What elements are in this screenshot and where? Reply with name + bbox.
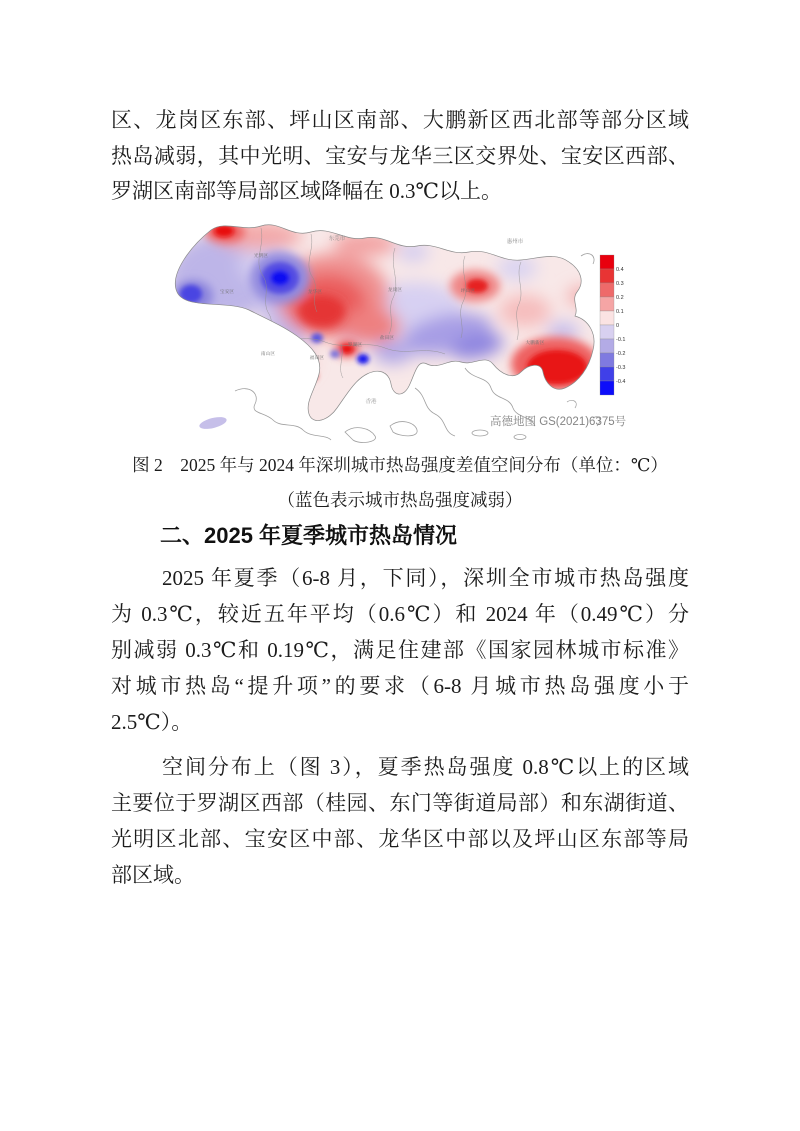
district-label: 宝安区: [219, 290, 235, 295]
legend-tick-label: -0.4: [616, 379, 626, 385]
paragraph-summer-intensity: [111, 560, 689, 740]
legend-tick-label: 0.2: [616, 295, 624, 301]
district-label: 光明区: [253, 254, 269, 259]
text-line: 2025 年夏季（6-8 月，下同），深圳全市城市热岛强度: [162, 566, 689, 590]
legend-color-swatch: [600, 255, 614, 269]
paragraph-heat-island-weaken: [111, 103, 689, 210]
legend-color-swatch: [600, 339, 614, 353]
legend-tick-label: -0.2: [616, 351, 626, 357]
text-line: 空间分布上（图 3），夏季热岛强度 0.8℃以上的区域: [162, 755, 689, 779]
text-line: 别减弱 0.3℃和 0.19℃，满足住建部《国家园林城市标准》: [111, 638, 689, 662]
section-2-heading: 二、2025 年夏季城市热岛情况: [160, 523, 458, 548]
text-line: 区、龙岗区东部、坪山区南部、大鹏新区西北部等部分区域: [111, 108, 689, 132]
neighbor-label: 东莞市: [328, 236, 346, 242]
island-patch: [198, 415, 228, 431]
legend-tick-label: -0.3: [616, 365, 626, 371]
district-label: 盐田区: [379, 336, 395, 341]
neighbor-label: 惠州市: [506, 239, 524, 245]
district-label: 坪山区: [460, 289, 476, 294]
text-line: 热岛减弱，其中光明、宝安与龙华三区交界处、宝安区西部、: [111, 143, 689, 168]
heat-legend: [600, 255, 625, 395]
legend-tick-label: 0.1: [616, 309, 624, 315]
district-label: 龙岗区: [387, 288, 403, 293]
legend-color-swatch: [600, 353, 614, 367]
figure-2-subcaption: （蓝色表示城市热岛强度减弱）: [277, 490, 523, 510]
text-line: 罗湖区南部等局部区域降幅在 0.3℃以上。: [111, 179, 502, 203]
figure-2-heat-map: [165, 216, 640, 446]
shenzhen-landmass: [165, 216, 605, 446]
legend-color-swatch: [600, 381, 614, 395]
text-line: 对城市热岛“提升项”的要求（6-8 月城市热岛强度小于: [111, 674, 689, 698]
paragraph-spatial-distribution: [111, 749, 689, 893]
figure-2-caption: 图 2 2025 年与 2024 年深圳城市热岛强度差值空间分布（单位：℃）: [132, 455, 668, 475]
text-line: 光明区北部、宝安区中部、龙华区中部以及坪山区东部等局: [111, 827, 689, 851]
legend-tick-label: 0.3: [616, 281, 624, 287]
legend-color-swatch: [600, 311, 614, 325]
legend-tick-label: 0.4: [616, 267, 624, 273]
district-label: 大鹏新区: [525, 341, 545, 346]
legend-tick-label: 0: [616, 323, 620, 329]
district-label: 龙华区: [307, 290, 323, 295]
district-label: 南山区: [260, 352, 276, 357]
text-line: 主要位于罗湖区西部（桂园、东门等街道局部）和东湖街道、: [111, 791, 689, 815]
map-watermark: 高德地图 GS(2021)6375号: [490, 416, 627, 428]
legend-tick-label: -0.1: [616, 337, 626, 343]
district-label: 罗湖区: [347, 343, 363, 348]
legend-color-swatch: [600, 269, 614, 283]
district-label: 福田区: [309, 356, 325, 361]
legend-color-swatch: [600, 367, 614, 381]
legend-color-swatch: [600, 325, 614, 339]
legend-color-swatch: [600, 283, 614, 297]
text-line: 为 0.3℃，较近五年平均（0.6℃）和 2024 年（0.49℃）分: [111, 602, 689, 626]
shenzhen-heat-map-svg: [165, 216, 640, 446]
region-label: 香港: [365, 399, 377, 405]
text-line: 部区域。: [111, 863, 195, 887]
legend-color-swatch: [600, 297, 614, 311]
text-line: 2.5℃）。: [111, 710, 193, 734]
